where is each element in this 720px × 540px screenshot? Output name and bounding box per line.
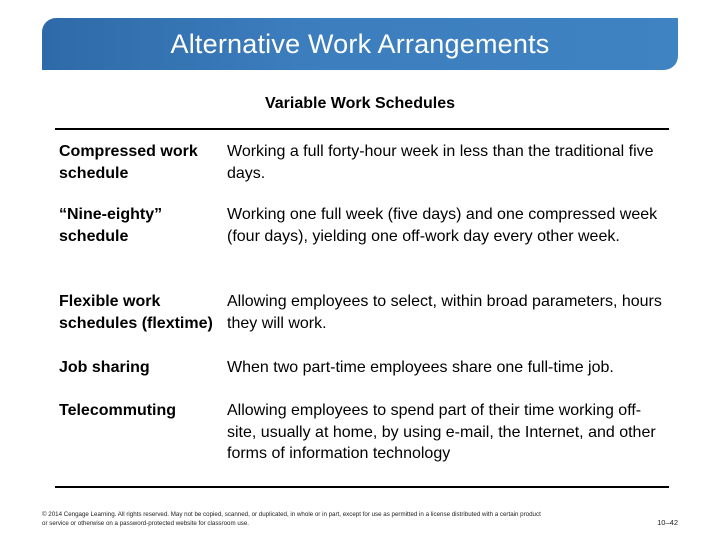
schedule-table	[59, 141, 669, 465]
definition-cell: Working a full forty-hour week in less than the traditional five days.	[227, 143, 654, 182]
copyright-notice: © 2014 Cengage Learning. All rights reserved. May not be copied, scanned, or duplicated, in whole or in part, except for use as permitted in a license distributed with a certain product or service or otherwise on a password-protected website for classroom use.	[42, 511, 541, 527]
table-subtitle: Variable Work Schedules	[264, 95, 455, 112]
definition-cell: Allowing employees to spend part of their time working off-site, usually at home, by using e-mail, the Internet, and other forms of information technology	[227, 402, 656, 462]
definition-cell: Allowing employees to select, within broad parameters, hours they will work.	[227, 293, 662, 332]
table-row	[59, 291, 669, 357]
term-cell: Job sharing	[59, 359, 150, 376]
table-row	[59, 141, 669, 186]
page-number: 10–42	[657, 518, 678, 527]
definition-cell: Working one full week (five days) and one compressed week (four days), yielding one off-work day every other week.	[227, 206, 658, 245]
table-row	[59, 357, 669, 400]
table-row	[59, 400, 669, 465]
title-bar	[42, 18, 678, 70]
term-cell: Telecommuting	[59, 402, 177, 419]
term-cell: “Nine-eighty” schedule	[59, 206, 163, 245]
term-cell: Compressed work schedule	[59, 143, 198, 182]
top-rule	[55, 128, 669, 130]
table-row	[59, 204, 669, 291]
slide-title: Alternative Work Arrangements	[170, 28, 550, 59]
definition-cell: When two part-time employees share one full-time job.	[227, 359, 614, 376]
term-cell: Flexible work schedules (flextime)	[59, 293, 213, 332]
bottom-rule	[55, 486, 669, 488]
